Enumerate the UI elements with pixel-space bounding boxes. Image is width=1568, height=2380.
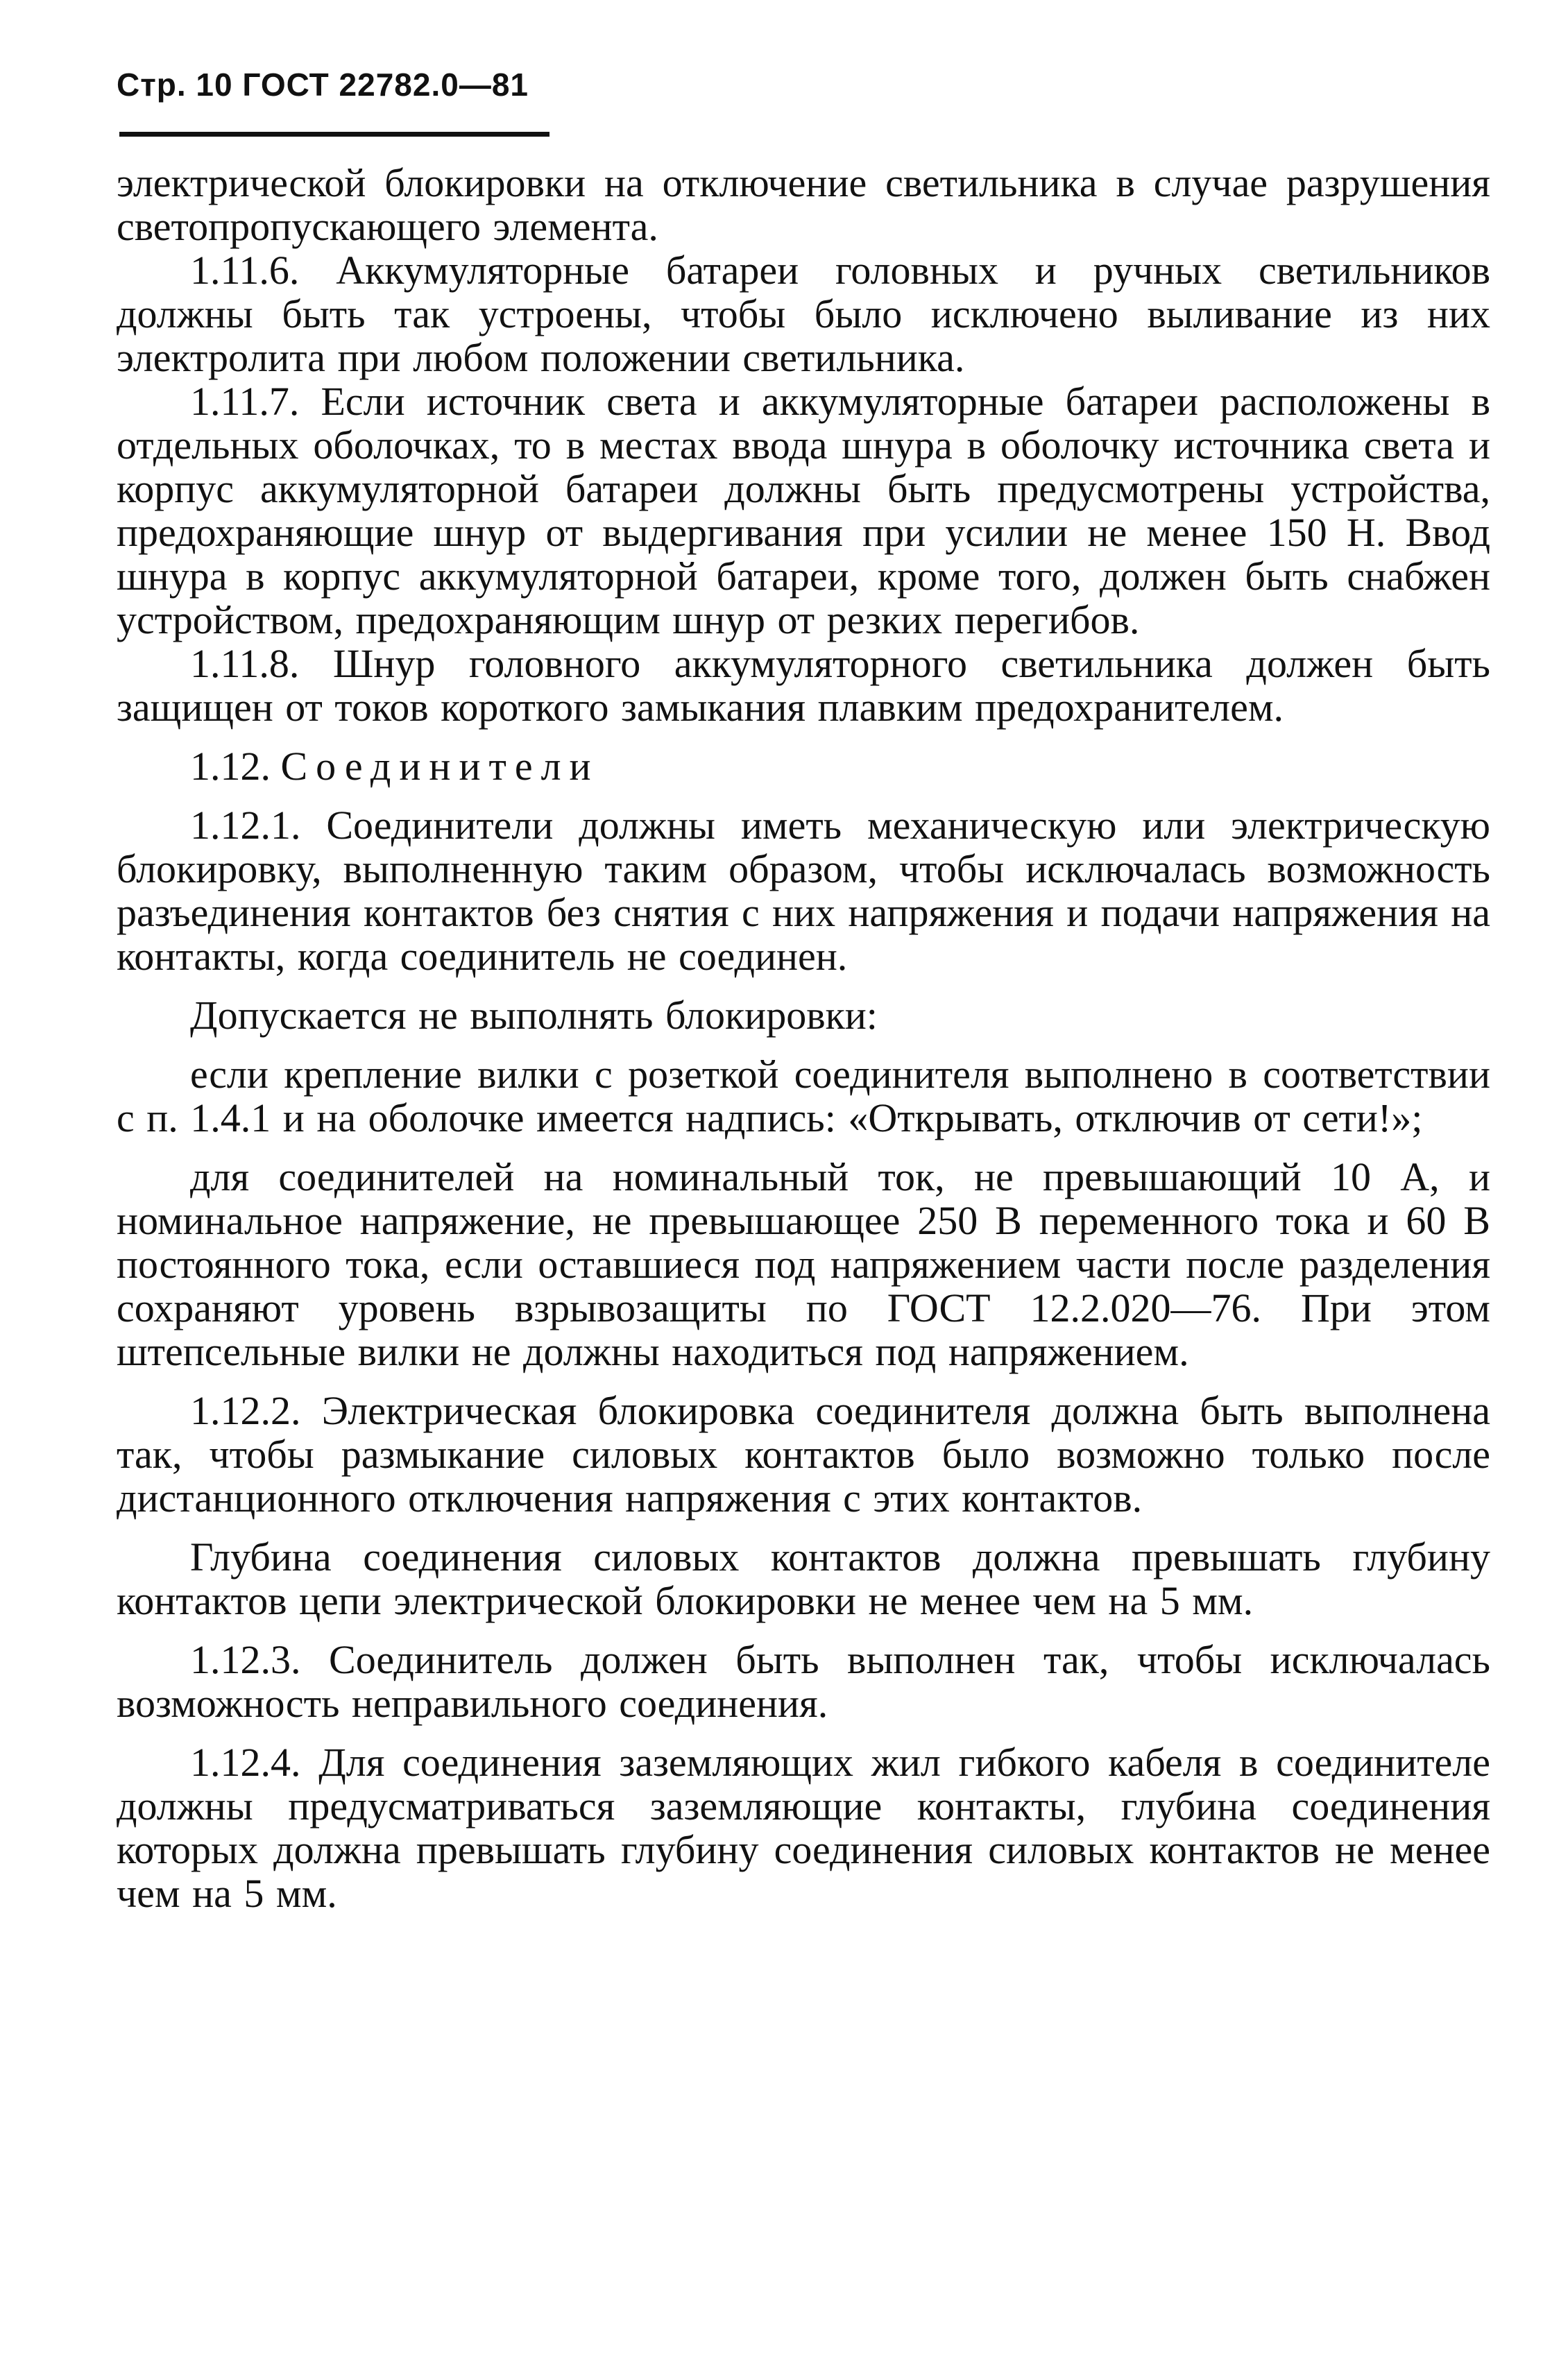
paragraph-1-11-7: 1.11.7. Если источник света и аккумуляторные батареи расположены в отдельных оболочках, то в местах ввода шнура в оболочку источника света и корпус аккумуляторной батареи должны быть предусмотрены устройства, предохраняющие шнур от выдергивания при усилии не менее 150 Н. Ввод шнура в корпус аккумуляторной батареи, кроме того, должен быть снабжен устройством, предохраняющим шнур от резких перегибов.: [117, 379, 1490, 642]
paragraph-1-11-6: 1.11.6. Аккумуляторные батареи головных и ручных светильников должны быть так устроены, чтобы было исключено выливание из них электролита при любом положении светильника.: [117, 248, 1490, 380]
paragraph-continuation: электрической блокировки на отключение светильника в случае разрушения светопропускающего элемента.: [117, 160, 1490, 249]
section-number: 1.12.: [190, 744, 271, 789]
header-rule: [119, 132, 549, 137]
section-title: Соединители: [280, 744, 599, 789]
running-header: Стр. 10 ГОСТ 22782.0—81: [117, 67, 529, 103]
paragraph-contact-depth: Глубина соединения силовых контактов должна превышать глубину контактов цепи электрической блокировки не менее чем на 5 мм.: [117, 1534, 1490, 1623]
section-heading-1-12: [117, 744, 1490, 788]
paragraph-exception-1: если крепление вилки с розеткой соединителя выполнено в соответствии с п. 1.4.1 и на оболочке имеется надпись: «Открывать, отключив от сети!»;: [117, 1052, 1490, 1140]
paragraph-1-12-4: 1.12.4. Для соединения заземляющих жил гибкого кабеля в соединителе должны предусматриваться заземляющие контакты, глубина соединения которых должна превышать глубину соединения силовых контактов не менее чем на 5 мм.: [117, 1740, 1490, 1916]
body-text: [117, 161, 1490, 1915]
paragraph-exceptions-intro: Допускается не выполнять блокировки:: [190, 993, 878, 1038]
paragraph-1-12-2: 1.12.2. Электрическая блокировка соединителя должна быть выполнена так, чтобы размыкание силовых контактов было возможно только после дистанционного отключения напряжения с этих контактов.: [117, 1388, 1490, 1521]
paragraph-1-12-1: 1.12.1. Соединители должны иметь механическую или электрическую блокировку, выполненную таким образом, чтобы исключалась возможность разъединения контактов без снятия с них напряжения и подачи напряжения на контакты, когда соединитель не соединен.: [117, 803, 1490, 979]
paragraph-1-11-8: 1.11.8. Шнур головного аккумуляторного светильника должен быть защищен от токов короткого замыкания плавким предохранителем.: [117, 641, 1490, 730]
paragraph-1-12-3: 1.12.3. Соединитель должен быть выполнен так, чтобы исключалась возможность неправильного соединения.: [117, 1637, 1490, 1726]
paragraph-exception-2: для соединителей на номинальный ток, не превышающий 10 А, и номинальное напряжение, не превышающее 250 В переменного тока и 60 В постоянного тока, если оставшиеся под напряжением части после разделения сохраняют уровень взрывозащиты по ГОСТ 12.2.020—76. При этом штепсельные вилки не должны находиться под напряжением.: [117, 1154, 1490, 1374]
